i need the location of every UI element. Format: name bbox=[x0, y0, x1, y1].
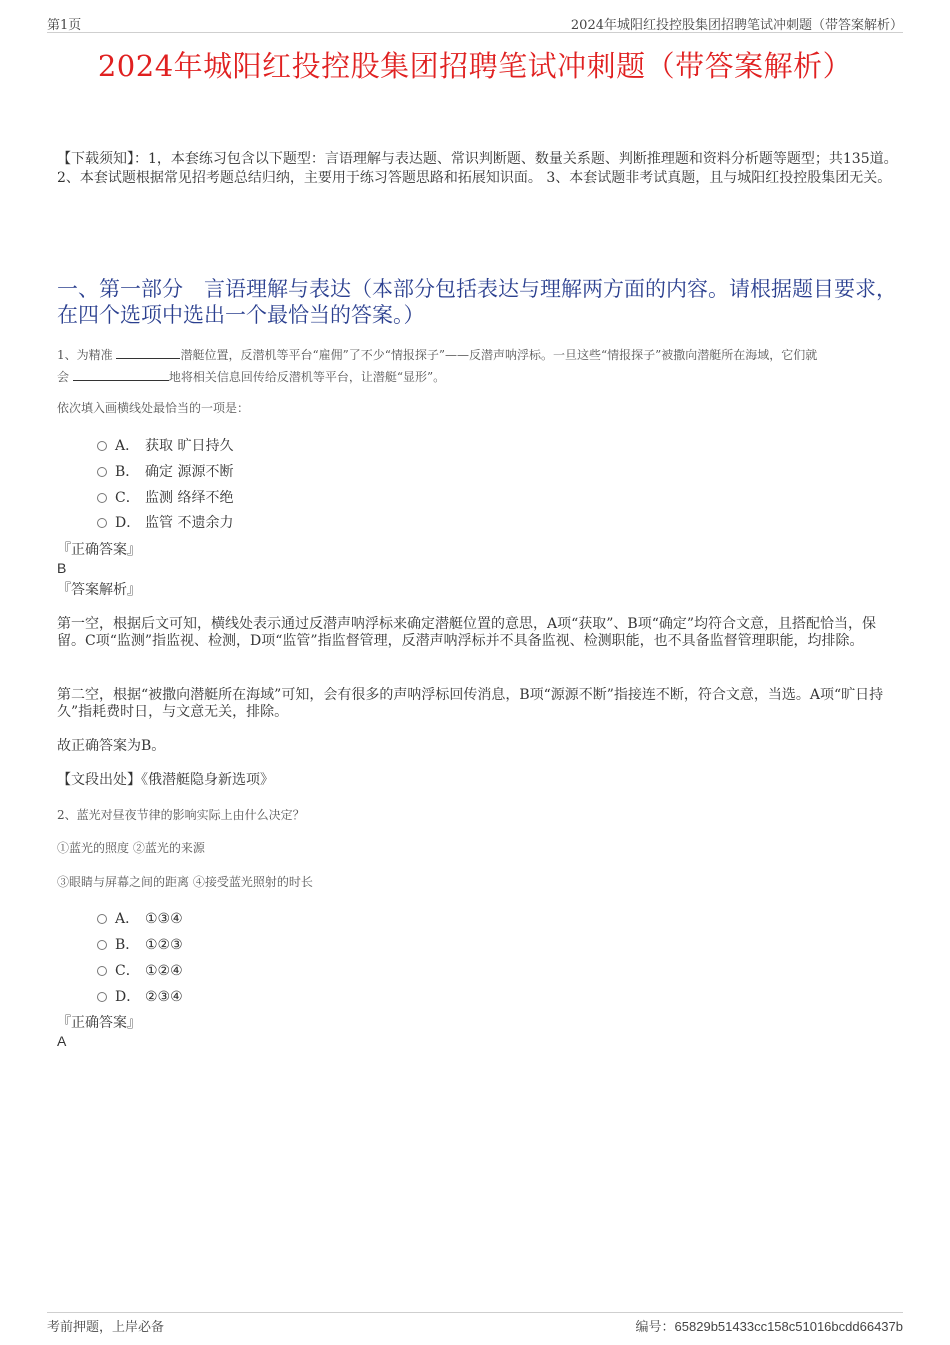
page-header bbox=[47, 14, 903, 33]
fill-blank-2 bbox=[73, 368, 169, 381]
option-text: ①②③ bbox=[145, 937, 183, 953]
q1-text-d: 地将相关信息回传给反潜机等平台，让潜艇“显形”。 bbox=[168, 370, 446, 384]
option-text: ①③④ bbox=[145, 911, 183, 927]
q1-option-d[interactable] bbox=[97, 513, 233, 533]
section-heading: 一、第一部分 言语理解与表达（本部分包括表达与理解两方面的内容。请根据题目要求，在四个选项中选出一个最恰当的答案。） bbox=[57, 277, 897, 327]
option-letter: D． bbox=[115, 989, 141, 1005]
question-2-stem: 2、蓝光对昼夜节律的影响实际上由什么决定？ bbox=[57, 808, 305, 822]
q1-option-c[interactable] bbox=[97, 488, 233, 508]
page-number: 第1页 bbox=[47, 18, 82, 33]
q1-source: 【文段出处】《俄潜艇隐身新选项》 bbox=[57, 772, 274, 788]
option-text: 获取 旷日持久 bbox=[145, 438, 234, 454]
page-title: 2024年城阳红投控股集团招聘笔试冲刺题（带答案解析） bbox=[97, 49, 853, 83]
q1-text-a: 1、为精准 bbox=[57, 348, 113, 362]
option-text: 监测 络绎不绝 bbox=[145, 490, 234, 506]
option-letter: C． bbox=[115, 963, 140, 979]
radio-icon[interactable] bbox=[97, 467, 107, 477]
option-letter: A． bbox=[115, 438, 140, 454]
radio-icon[interactable] bbox=[97, 493, 107, 503]
radio-icon[interactable] bbox=[97, 441, 107, 451]
option-text: ②③④ bbox=[145, 989, 183, 1005]
q1-analysis-1: 第一空，根据后文可知，横线处表示通过反潜声呐浮标来确定潜艇位置的意思，A项“获取”、B项“确定”均符合文意，且搭配恰当，保留。C项“监测”指监视、检测，D项“监管”指监督管理，反潜声呐浮标并不具备监视、检测职能，也不具备监督管理职能，均排除。 bbox=[57, 616, 877, 649]
option-letter: D． bbox=[115, 515, 141, 531]
q2-option-b[interactable] bbox=[97, 935, 183, 955]
q1-analysis-2: 第二空，根据“被撒向潜艇所在海域”可知，会有很多的声呐浮标回传消息，B项“源源不断”指接连不断，符合文意，当选。A项“旷日持久”指耗费时日，与文意无关，排除。 bbox=[57, 687, 884, 720]
q1-text-c: 会 bbox=[57, 370, 70, 384]
q1-answer: B bbox=[57, 560, 67, 576]
q2-statement-line-1: ①蓝光的照度 ②蓝光的来源 bbox=[57, 841, 205, 855]
q1-option-b[interactable] bbox=[97, 462, 233, 482]
option-text: 确定 源源不断 bbox=[145, 464, 234, 480]
code-value: 65829b51433cc158c51016bcdd66437b bbox=[674, 1319, 903, 1334]
q1-answer-label: 『正确答案』 bbox=[57, 542, 141, 558]
option-letter: C． bbox=[115, 490, 140, 506]
q2-option-d[interactable] bbox=[97, 987, 183, 1007]
radio-icon[interactable] bbox=[97, 518, 107, 528]
fill-blank-1 bbox=[116, 346, 180, 359]
option-text: 监管 不遗余力 bbox=[145, 515, 234, 531]
option-text: ①②④ bbox=[145, 963, 183, 979]
page-footer bbox=[47, 1312, 903, 1335]
code-label: 编号： bbox=[635, 1320, 675, 1335]
q1-option-a[interactable] bbox=[97, 436, 233, 456]
radio-icon[interactable] bbox=[97, 966, 107, 976]
q2-option-a[interactable] bbox=[97, 909, 183, 929]
header-doc-title: 2024年城阳红投控股集团招聘笔试冲刺题（带答案解析） bbox=[570, 18, 903, 33]
option-letter: B． bbox=[115, 464, 140, 480]
radio-icon[interactable] bbox=[97, 914, 107, 924]
q1-analysis-label: 『答案解析』 bbox=[57, 582, 141, 598]
question-1-prompt: 依次填入画横线处最恰当的一项是： bbox=[57, 401, 250, 415]
download-notice: 【下载须知】：1，本套练习包含以下题型：言语理解与表达题、常识判断题、数量关系题、判断推理题和资料分析题等题型；共135道。 2、本套试题根据常见招考题总结归纳，主要用于练习答题思路和拓展知识面。 3、本套试题非考试真题，且与城阳红投控股集团无关。 bbox=[57, 151, 898, 186]
option-letter: B． bbox=[115, 937, 140, 953]
q2-option-c[interactable] bbox=[97, 961, 183, 981]
q2-answer-label: 『正确答案』 bbox=[57, 1015, 141, 1031]
radio-icon[interactable] bbox=[97, 992, 107, 1002]
q1-text-b: 潜艇位置，反潜机等平台“雇佣”了不少“情报探子”——反潜声呐浮标。一旦这些“情报探子”被撒向潜艇所在海域，它们就 bbox=[180, 348, 818, 362]
q1-analysis-3: 故正确答案为B。 bbox=[57, 738, 166, 754]
option-letter: A． bbox=[115, 911, 140, 927]
footer-code bbox=[636, 1316, 903, 1335]
radio-icon[interactable] bbox=[97, 940, 107, 950]
q2-answer: A bbox=[57, 1033, 67, 1049]
footer-slogan: 考前押题，上岸必备 bbox=[47, 1320, 165, 1335]
q2-statement-line-2: ③眼睛与屏幕之间的距离 ④接受蓝光照射的时长 bbox=[57, 875, 313, 889]
question-1-stem bbox=[57, 344, 899, 388]
